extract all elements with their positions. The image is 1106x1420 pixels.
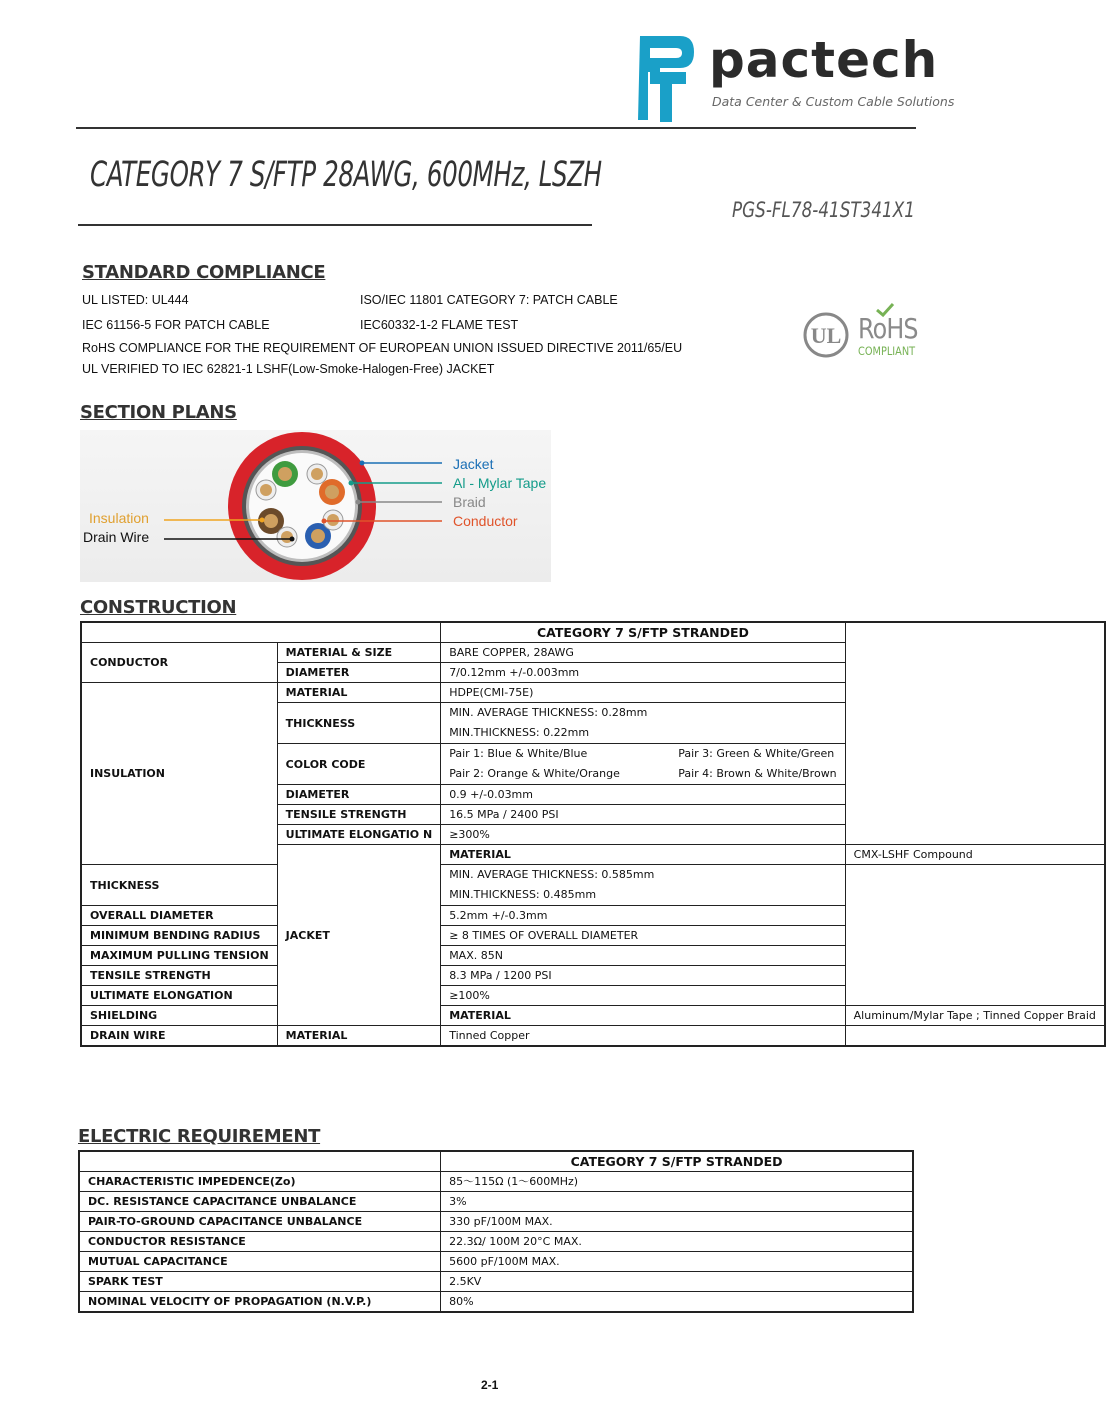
pair-4: Pair 4: Brown & White/Brown bbox=[678, 767, 837, 780]
spec-label: TENSILE STRENGTH bbox=[81, 966, 277, 986]
spec-value: 22.3Ω/ 100M 20°C MAX. bbox=[441, 1232, 913, 1252]
compliance-rohs: RoHS COMPLIANCE FOR THE REQUIREMENT OF EUROPEAN UNION ISSUED DIRECTIVE 2011/65/EU bbox=[82, 341, 683, 355]
group-insulation: INSULATION bbox=[81, 683, 277, 865]
spec-value: 5.2mm +/-0.3mm bbox=[441, 906, 845, 926]
pactech-logo-icon bbox=[636, 32, 696, 124]
spec-line: MIN. AVERAGE THICKNESS: 0.28mm bbox=[449, 706, 648, 719]
compliance-iso: ISO/IEC 11801 CATEGORY 7: PATCH CABLE bbox=[360, 293, 618, 307]
spec-value: ≥100% bbox=[441, 986, 845, 1006]
table-row bbox=[79, 1151, 913, 1172]
spec-label: SPARK TEST bbox=[79, 1272, 441, 1292]
table-row bbox=[79, 1292, 913, 1313]
ul-certification-icon bbox=[803, 308, 849, 360]
page-title: CATEGORY 7 S/FTP 28AWG, 600MHz, LSZH bbox=[90, 155, 602, 195]
spec-value: Tinned Copper bbox=[441, 1026, 845, 1047]
compliance-ul-listed: UL LISTED: UL444 bbox=[82, 293, 189, 307]
header-blank-cell bbox=[79, 1151, 441, 1172]
table-row bbox=[81, 986, 1105, 1006]
spec-value: 5600 pF/100M MAX. bbox=[441, 1252, 913, 1272]
label-drain-wire: Drain Wire bbox=[83, 529, 150, 545]
pair-1: Pair 1: Blue & White/Blue bbox=[449, 747, 588, 760]
spec-value: 8.3 MPa / 1200 PSI bbox=[441, 966, 845, 986]
spec-value: 85～115Ω (1～600MHz) bbox=[441, 1172, 913, 1192]
label-jacket: Jacket bbox=[453, 456, 494, 472]
table-row bbox=[81, 966, 1105, 986]
spec-label: MAXIMUM PULLING TENSION bbox=[81, 946, 277, 966]
spec-line: MIN.THICKNESS: 0.485mm bbox=[449, 888, 597, 901]
electric-table bbox=[78, 1150, 914, 1313]
table-row bbox=[81, 906, 1105, 926]
spec-value: CMX-LSHF Compound bbox=[845, 845, 1105, 865]
table-row bbox=[79, 1192, 913, 1212]
label-conductor: Conductor bbox=[453, 513, 518, 529]
spec-value: 16.5 MPa / 2400 PSI bbox=[441, 805, 845, 825]
core-fill bbox=[249, 453, 355, 559]
table-row bbox=[81, 926, 1105, 946]
header-blank-cell bbox=[81, 622, 441, 643]
brand-tagline: Data Center & Custom Cable Solutions bbox=[712, 94, 955, 109]
label-braid: Braid bbox=[453, 494, 486, 510]
table-row bbox=[81, 865, 1105, 906]
table-row bbox=[81, 622, 1105, 643]
spec-label: MATERIAL bbox=[277, 683, 441, 703]
electric-heading: ELECTRIC REQUIREMENT bbox=[78, 1126, 321, 1147]
spec-label: OVERALL DIAMETER bbox=[81, 906, 277, 926]
header-divider bbox=[76, 127, 916, 129]
spec-label: MATERIAL bbox=[441, 1006, 845, 1026]
rohs-mark: RoHS bbox=[858, 312, 918, 345]
spec-label: DIAMETER bbox=[277, 785, 441, 805]
spec-label: ULTIMATE ELONGATION bbox=[81, 986, 277, 1006]
title-underline bbox=[78, 224, 592, 226]
spec-value bbox=[441, 865, 845, 906]
spec-value: ≥ 8 TIMES OF OVERALL DIAMETER bbox=[441, 926, 845, 946]
spec-value: HDPE(CMI-75E) bbox=[441, 683, 845, 703]
spec-value: 0.9 +/-0.03mm bbox=[441, 785, 845, 805]
spec-label: THICKNESS bbox=[277, 703, 441, 744]
checkmark-icon bbox=[876, 303, 894, 317]
construction-heading: CONSTRUCTION bbox=[80, 597, 237, 618]
spec-label: DIAMETER bbox=[277, 663, 441, 683]
compliance-heading: STANDARD COMPLIANCE bbox=[82, 262, 326, 283]
ul-mark-text: UL bbox=[810, 323, 842, 348]
construction-table bbox=[80, 621, 1106, 1047]
page-number: 2-1 bbox=[481, 1378, 499, 1392]
spec-value: MAX. 85N bbox=[441, 946, 845, 966]
group-jacket: JACKET bbox=[277, 845, 441, 1026]
rohs-compliant-label: COMPLIANT bbox=[858, 344, 916, 358]
part-number: PGS-FL78-41ST341X1 bbox=[732, 198, 915, 222]
spec-value: Aluminum/Mylar Tape ; Tinned Copper Braid bbox=[845, 1006, 1105, 1026]
compliance-iec-61156: IEC 61156-5 FOR PATCH CABLE bbox=[82, 318, 270, 332]
table-row bbox=[81, 643, 1105, 663]
spec-label: MATERIAL & SIZE bbox=[277, 643, 441, 663]
table-row bbox=[81, 1006, 1105, 1026]
label-insulation: Insulation bbox=[89, 510, 149, 526]
spec-label: THICKNESS bbox=[81, 865, 277, 906]
construction-column-header: CATEGORY 7 S/FTP STRANDED bbox=[441, 622, 845, 643]
spec-label: MINIMUM BENDING RADIUS bbox=[81, 926, 277, 946]
table-row bbox=[81, 946, 1105, 966]
brand-name: pactech bbox=[709, 31, 939, 89]
spec-label: MATERIAL bbox=[277, 1026, 441, 1047]
table-row bbox=[79, 1232, 913, 1252]
cable-cross-section-figure bbox=[80, 430, 551, 582]
spec-label: MATERIAL bbox=[441, 845, 845, 865]
spec-label: MUTUAL CAPACITANCE bbox=[79, 1252, 441, 1272]
spec-value: ≥300% bbox=[441, 825, 845, 845]
spec-line: MIN. AVERAGE THICKNESS: 0.585mm bbox=[449, 868, 655, 881]
spec-label: NOMINAL VELOCITY OF PROPAGATION (N.V.P.) bbox=[79, 1292, 441, 1313]
table-row bbox=[79, 1172, 913, 1192]
spec-label: DC. RESISTANCE CAPACITANCE UNBALANCE bbox=[79, 1192, 441, 1212]
table-row bbox=[79, 1212, 913, 1232]
spec-label: CHARACTERISTIC IMPEDENCE(Zo) bbox=[79, 1172, 441, 1192]
pair-3: Pair 3: Green & White/Green bbox=[678, 747, 835, 760]
spec-value: 330 pF/100M MAX. bbox=[441, 1212, 913, 1232]
spec-value: 80% bbox=[441, 1292, 913, 1313]
spec-value: BARE COPPER, 28AWG bbox=[441, 643, 845, 663]
spec-value: 2.5KV bbox=[441, 1272, 913, 1292]
spec-label: CONDUCTOR RESISTANCE bbox=[79, 1232, 441, 1252]
group-shielding: SHIELDING bbox=[81, 1006, 277, 1026]
group-drain-wire: DRAIN WIRE bbox=[81, 1026, 277, 1047]
spec-line: MIN.THICKNESS: 0.22mm bbox=[449, 726, 590, 739]
spec-label: PAIR-TO-GROUND CAPACITANCE UNBALANCE bbox=[79, 1212, 441, 1232]
table-row bbox=[79, 1252, 913, 1272]
compliance-lshf: UL VERIFIED TO IEC 62821-1 LSHF(Low-Smoke-Halogen-Free) JACKET bbox=[82, 362, 495, 376]
spec-value: 7/0.12mm +/-0.003mm bbox=[441, 663, 845, 683]
pair-2: Pair 2: Orange & White/Orange bbox=[449, 767, 620, 780]
spec-value bbox=[441, 703, 845, 744]
table-row bbox=[81, 683, 1105, 703]
label-al-mylar-tape: Al - Mylar Tape bbox=[453, 475, 547, 491]
compliance-flame-test: IEC60332-1-2 FLAME TEST bbox=[360, 318, 519, 332]
color-code-value bbox=[441, 744, 845, 785]
spec-label: ULTIMATE ELONGATIO N bbox=[277, 825, 441, 845]
section-plans-heading: SECTION PLANS bbox=[80, 402, 237, 423]
spec-value: 3% bbox=[441, 1192, 913, 1212]
table-row bbox=[81, 1026, 1105, 1047]
spec-label: COLOR CODE bbox=[277, 744, 441, 785]
electric-column-header: CATEGORY 7 S/FTP STRANDED bbox=[441, 1151, 913, 1172]
spec-label: TENSILE STRENGTH bbox=[277, 805, 441, 825]
table-row bbox=[79, 1272, 913, 1292]
group-conductor: CONDUCTOR bbox=[81, 643, 277, 683]
